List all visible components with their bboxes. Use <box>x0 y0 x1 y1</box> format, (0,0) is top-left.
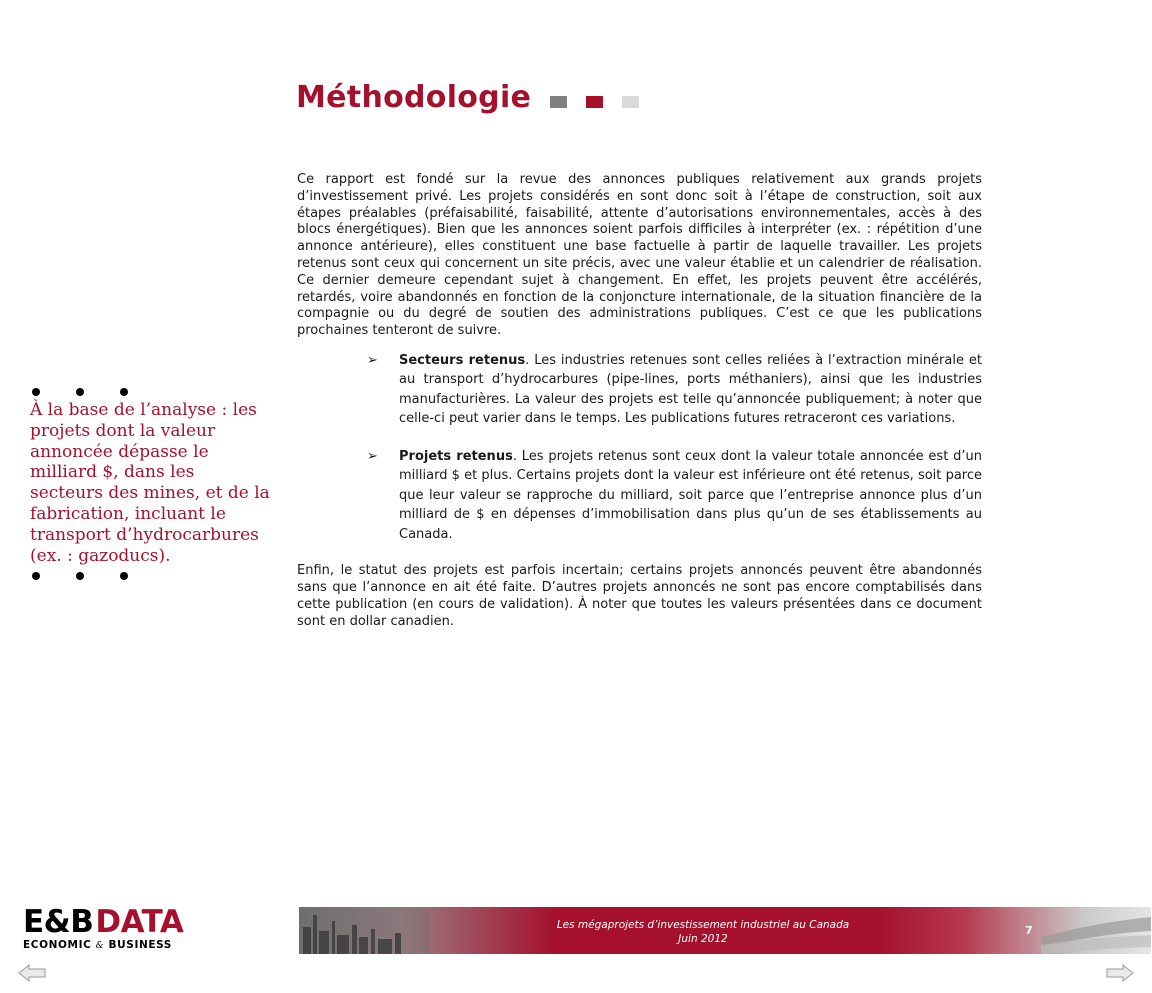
logo-subtitle <box>23 939 233 951</box>
banner-date: Juin 2012 <box>678 933 728 945</box>
banner-caption <box>299 918 1107 946</box>
dot-icon <box>120 572 128 580</box>
dots-divider-top <box>30 386 270 398</box>
logo-data: DATA <box>95 904 184 940</box>
bullet-item <box>367 447 982 545</box>
bullet-lead: Projets retenus <box>399 448 513 464</box>
intro-paragraph: Ce rapport est fondé sur la revue des annonces publiques relativement aux grands projets d’investissement privé. Les projets considérés en sont donc soit à l’étape de construction, soit aux étapes préalables (préfaisabilité, faisabilité, attente d’autorisations environnementales, accès à des blocs énergétiques). Bien que les annonces soient parfois difficiles à interpréter (ex. : répétition d’une annonce antérieure), elles constituent une base factuelle à partir de laquelle travailler. Les projets retenus sont ceux qui concernent un site précis, avec une valeur établie et un calendrier de réalisation. Ce dernier demeure cependant sujet à changement. En effet, les projets peuvent être accélérés, retardés, voire abandonnés en fonction de la conjoncture internationale, de la situation financière de la compagnie ou du degré de soutien des administrations publiques. C’est ce que les publications prochaines tenteront de suivre. <box>297 172 982 339</box>
banner-publication-title: Les mégaprojets d’investissement industriel au Canada <box>556 919 850 931</box>
arrowhead-bullet-icon: ➢ <box>367 448 378 464</box>
dot-icon <box>76 388 84 396</box>
closing-paragraph: Enfin, le statut des projets est parfois incertain; certains projets annoncés peuvent être abandonnés sans que l’annonce en ait été faite. D’autres projets annoncés ne sont pas encore comptabilisés dans cette publication (en cours de validation). À noter que toutes les valeurs présentées dans ce document sont en dollar canadien. <box>297 563 982 629</box>
light-grey-square-icon <box>622 96 639 108</box>
main-content <box>297 172 982 631</box>
logo-wordmark <box>23 904 233 940</box>
sidebar-callout <box>30 386 270 582</box>
arrowhead-bullet-icon: ➢ <box>367 352 378 368</box>
page-title-text: Méthodologie <box>296 80 532 115</box>
eb-data-logo <box>23 904 233 951</box>
pipeline-icon <box>1041 907 1151 954</box>
next-page-button[interactable] <box>1105 963 1135 983</box>
bullet-text: . Les projets retenus sont ceux dont la valeur totale annoncée est d’un milliard $ et plus. Certains projets dont la valeur est inférieure ont été retenus, soit parce que leur valeur se rapproche du milliard, soit parce que l’entreprise annonce plus d’un milliard de $ en dépenses d’immobilisation dans plus qu’un de ses établissements au Canada. <box>399 448 982 542</box>
logo-eb: E&B <box>23 904 94 940</box>
logo-sub-amp: & <box>95 941 105 951</box>
bullet-text: . Les industries retenues sont celles reliées à l’extraction minérale et au transport d’hydrocarbures (pipe-lines, ports méthaniers), ainsi que les industries manufacturières. La valeur des projets est telle qu’annoncée publiquement; à noter que celle-ci peut varier dans le temps. Les publications futures retraceront ces variations. <box>399 352 982 427</box>
grey-square-icon <box>550 96 567 108</box>
previous-page-button[interactable] <box>17 963 47 983</box>
footer-banner <box>299 907 1151 954</box>
page-title <box>296 80 658 116</box>
dots-divider-bottom <box>30 570 270 582</box>
arrow-right-icon <box>1105 963 1135 983</box>
dot-icon <box>32 388 40 396</box>
dot-icon <box>76 572 84 580</box>
dot-icon <box>120 388 128 396</box>
bullet-lead: Secteurs retenus <box>399 352 526 368</box>
red-square-icon <box>586 96 603 108</box>
page-number: 7 <box>1025 924 1033 937</box>
bullet-item <box>367 351 982 429</box>
dot-icon <box>32 572 40 580</box>
bullet-list <box>367 351 982 545</box>
arrow-left-icon <box>17 963 47 983</box>
callout-text: À la base de l’analyse : les projets dont la valeur annoncée dépasse le milliard $, dans les secteurs des mines, et de la fabrication, incluant le transport d’hydrocarbures (ex. : gazoducs). <box>30 400 270 566</box>
title-decoration <box>550 81 658 116</box>
logo-sub-business: BUSINESS <box>108 939 172 951</box>
logo-sub-economic: ECONOMIC <box>23 939 92 951</box>
